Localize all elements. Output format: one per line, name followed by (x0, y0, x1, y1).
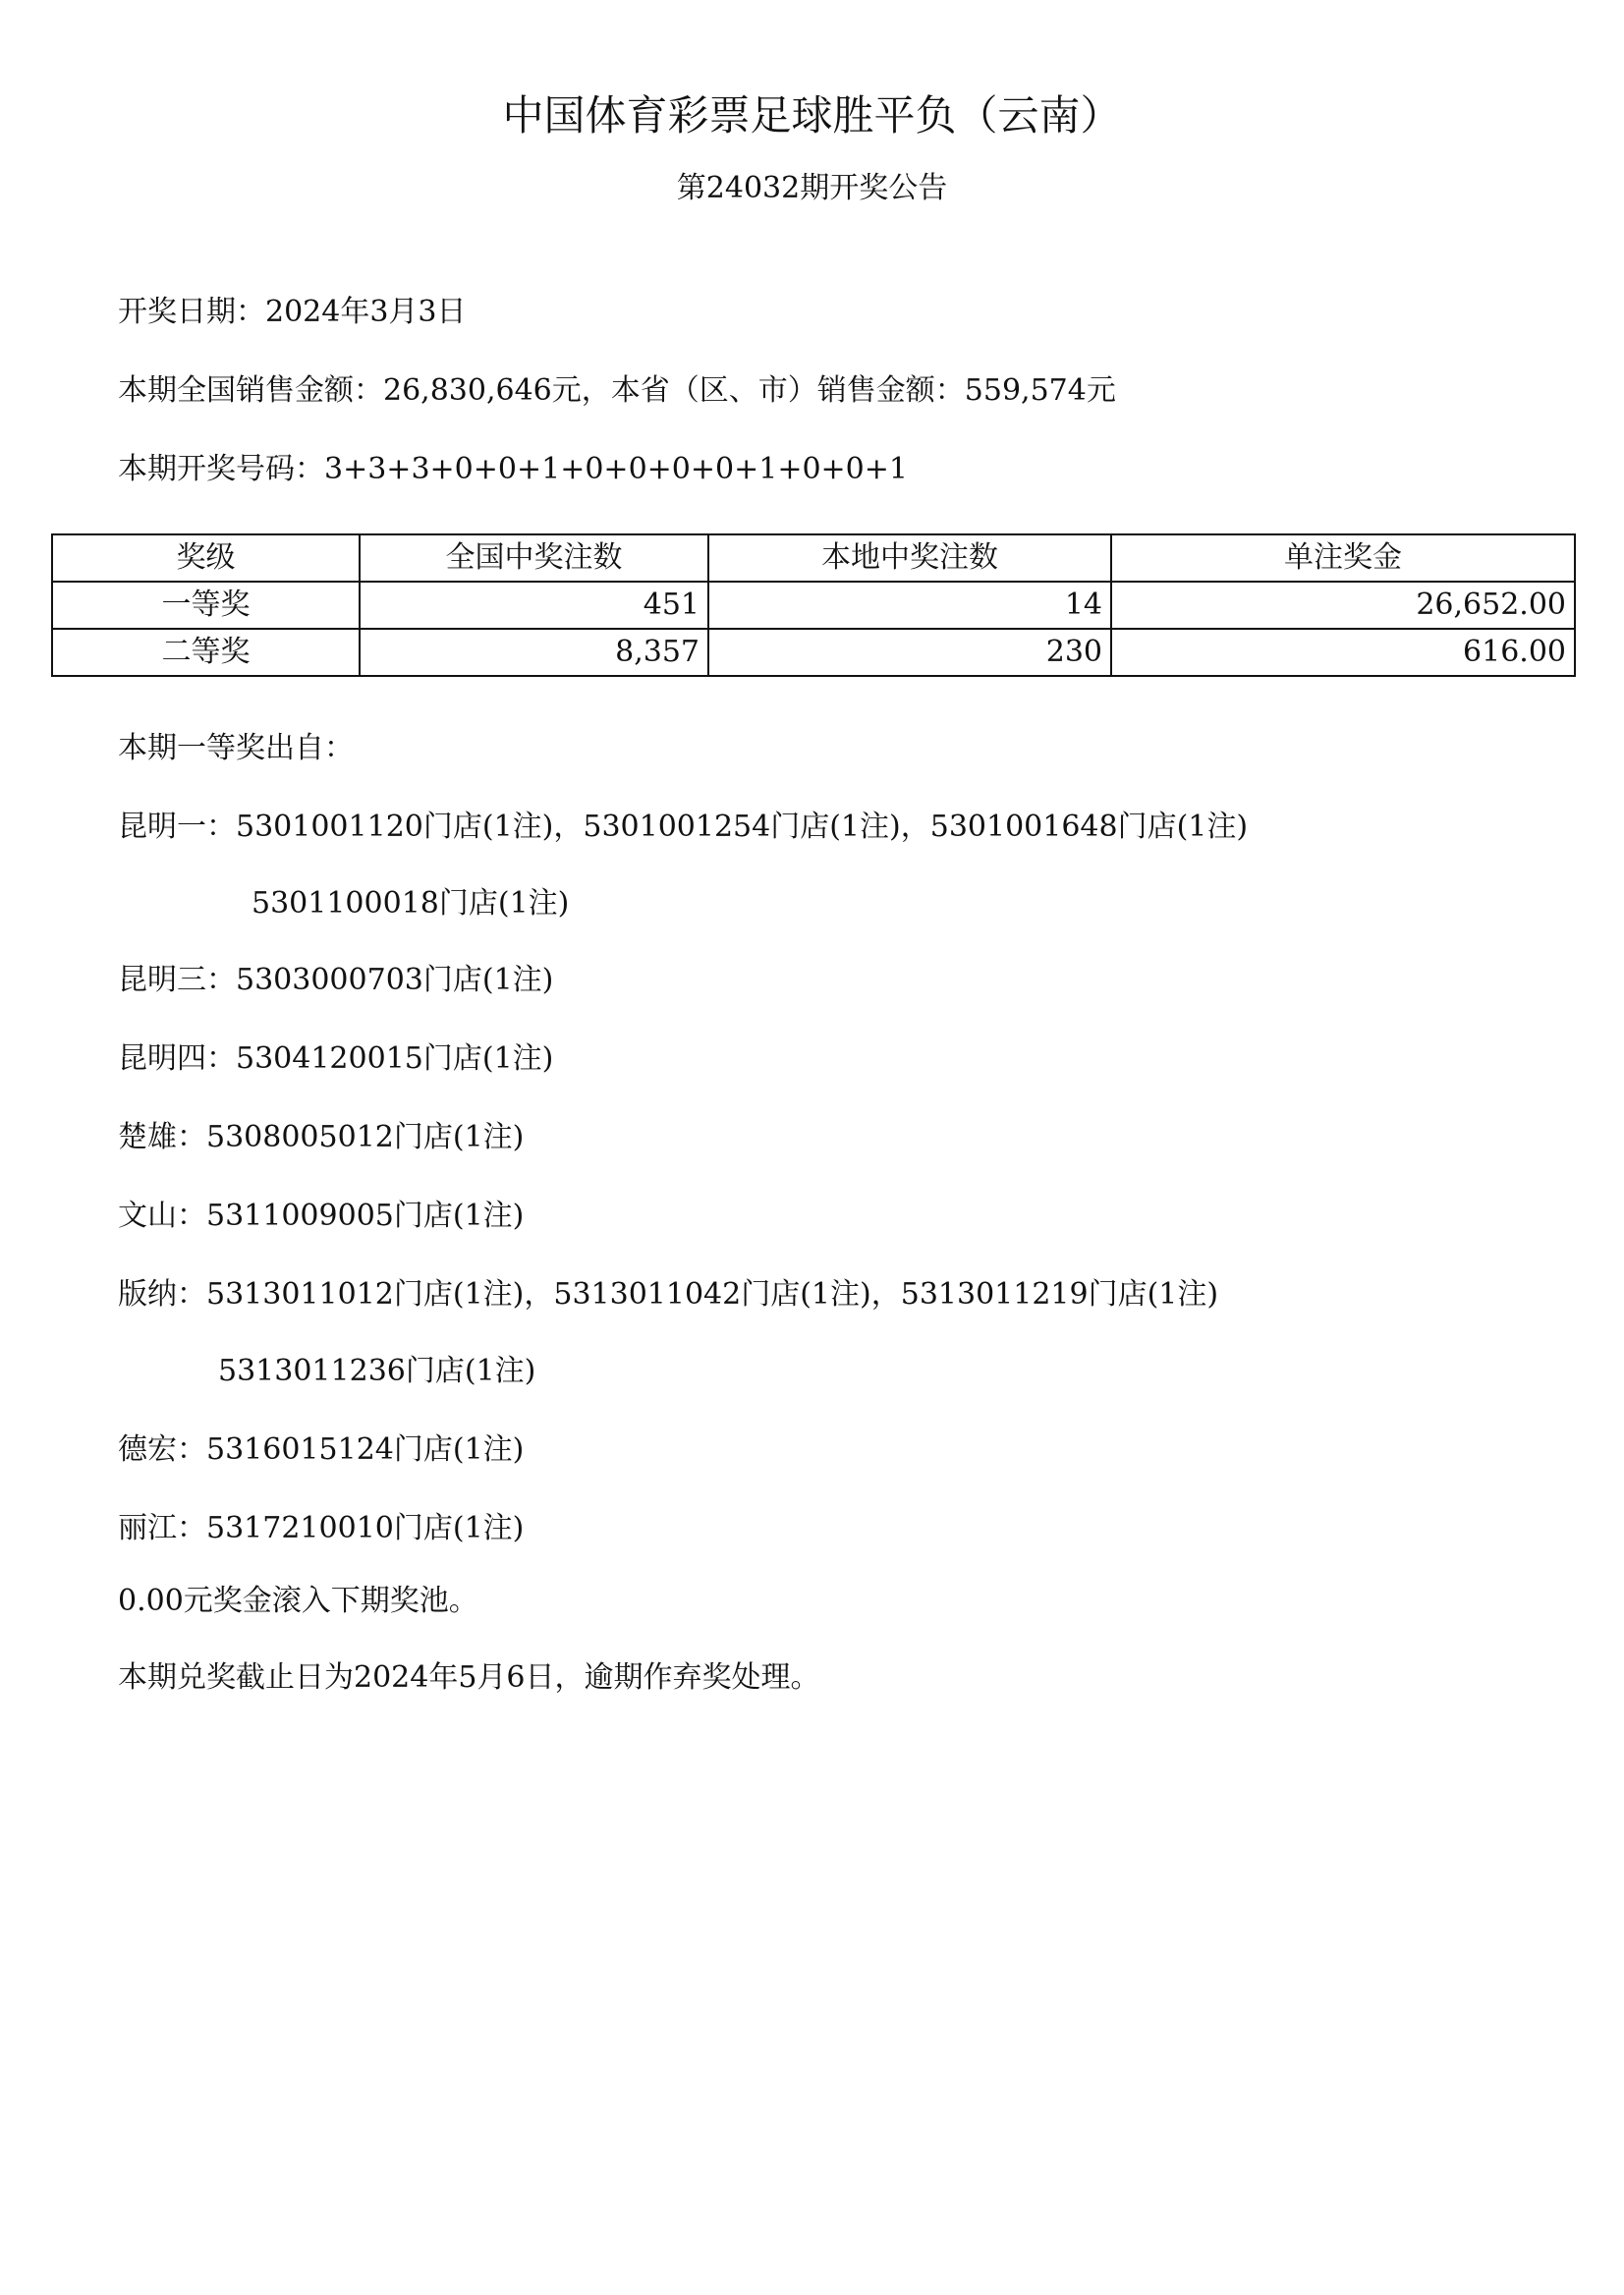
draw-date: 开奖日期：2024年3月3日 (118, 295, 467, 329)
prize-level: 二等奖 (52, 629, 360, 676)
shop-line: 德宏：5316015124门店(1注) (118, 1432, 525, 1467)
shop-line: 丽江：5317210010门店(1注) (118, 1511, 525, 1545)
shop-line: 昆明四：5304120015门店(1注) (118, 1041, 554, 1076)
local-count: 14 (708, 582, 1111, 629)
shop-line: 昆明一：5301001120门店(1注)，5301001254门店(1注)，5301001648门店(1注) (118, 810, 1249, 844)
shop-line: 版纳：5313011012门店(1注)，5313011042门店(1注)，5313011219门店(1注) (118, 1277, 1219, 1312)
shop-line: 5313011236门店(1注) (218, 1354, 536, 1388)
sales-amount: 本期全国销售金额：26,830,646元，本省（区、市）销售金额：559,574元 (118, 373, 1116, 408)
issue-subtitle: 第24032期开奖公告 (676, 171, 948, 205)
header-local-count: 本地中奖注数 (708, 534, 1111, 582)
shop-line: 昆明三：5303000703门店(1注) (118, 963, 554, 997)
first-prize-heading: 本期一等奖出自： (118, 731, 354, 765)
header-prize-amount: 单注奖金 (1111, 534, 1575, 582)
national-count: 8,357 (360, 629, 708, 676)
draw-numbers: 本期开奖号码：3+3+3+0+0+1+0+0+0+0+1+0+0+1 (118, 452, 908, 486)
prize-level: 一等奖 (52, 582, 360, 629)
deadline-note: 本期兑奖截止日为2024年5月6日，逾期作弃奖处理。 (118, 1660, 820, 1695)
header-level: 奖级 (52, 534, 360, 582)
prize-table (51, 533, 1576, 677)
shop-line: 楚雄：5308005012门店(1注) (118, 1120, 525, 1154)
prize-amount: 26,652.00 (1111, 582, 1575, 629)
table-row (52, 629, 1575, 676)
page-title: 中国体育彩票足球胜平负（云南） (502, 91, 1122, 140)
table-header-row (52, 534, 1575, 582)
header-national-count: 全国中奖注数 (360, 534, 708, 582)
local-count: 230 (708, 629, 1111, 676)
prize-amount: 616.00 (1111, 629, 1575, 676)
rollover-note: 0.00元奖金滚入下期奖池。 (118, 1584, 478, 1618)
table-row (52, 582, 1575, 629)
shop-line: 文山：5311009005门店(1注) (118, 1199, 525, 1233)
national-count: 451 (360, 582, 708, 629)
shop-line: 5301100018门店(1注) (252, 886, 570, 921)
